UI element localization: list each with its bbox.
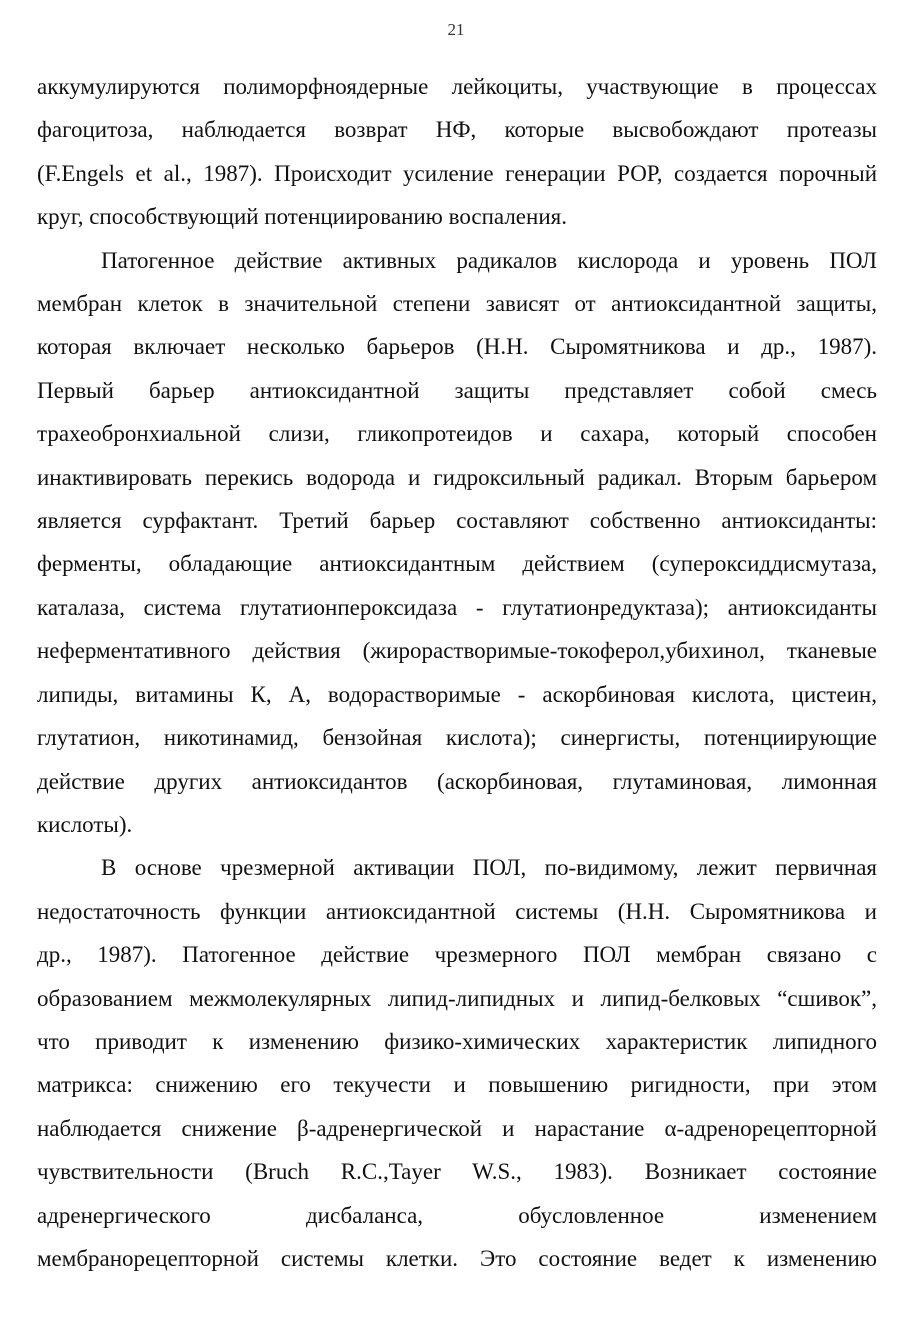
text-line: В основе чрезмерной активации ПОЛ, по-видимому, лежит первичная	[101, 855, 877, 881]
text-line: Патогенное действие активных радикалов кислорода и уровень ПОЛ	[101, 247, 877, 273]
text-line: (F.Engels et al., 1987). Происходит усиление генерации РОР, создается порочный	[37, 160, 877, 186]
page-number: 21	[447, 20, 465, 39]
text-line: чувствительности (Bruch R.C.,Tayer W.S., 1983). Возникает состояние	[37, 1159, 877, 1185]
text-line: каталаза, система глутатионпероксидаза - глутатионредуктаза); антиоксиданты	[37, 594, 877, 620]
text-line: что приводит к изменению физико-химических характеристик липидного	[37, 1028, 877, 1054]
text-line: образованием межмолекулярных липид-липидных и липид-белковых “сшивок”,	[37, 985, 877, 1011]
paragraph-1	[37, 65, 877, 239]
text-line: инактивировать перекись водорода и гидроксильный радикал. Вторым барьером	[37, 464, 877, 490]
text-line: наблюдается снижение β-адренергической и нарастание α-адренорецепторной	[37, 1115, 877, 1141]
text-line: адренергического дисбаланса, обусловленное изменением	[37, 1202, 877, 1228]
text-line: матрикса: снижению его текучести и повышению ригидности, при этом	[37, 1072, 877, 1098]
paragraph-2	[37, 239, 877, 847]
text-line: круг, способствующий потенциированию воспаления.	[37, 204, 567, 230]
text-line: действие других антиоксидантов (аскорбиновая, глутаминовая, лимонная	[37, 768, 877, 794]
text-line: является сурфактант. Третий барьер составляют собственно антиоксиданты:	[37, 508, 877, 534]
text-line: кислоты).	[37, 811, 133, 837]
text-line: др., 1987). Патогенное действие чрезмерного ПОЛ мембран связано с	[37, 942, 877, 968]
text-line: трахеобронхиальной слизи, гликопротеидов и сахара, который способен	[37, 421, 877, 447]
text-line: неферментативного действия (жирорастворимые-токоферол,убихинол, тканевые	[37, 638, 877, 664]
paragraph-3	[37, 846, 877, 1280]
text-line: мембран клеток в значительной степени зависят от антиоксидантной защиты,	[37, 291, 877, 317]
text-line: глутатион, никотинамид, бензойная кислота); синергисты, потенциирующие	[37, 725, 877, 751]
document-body	[37, 65, 877, 1280]
text-line: мембранорецепторной системы клетки. Это состояние ведет к изменению	[37, 1245, 877, 1271]
text-line: которая включает несколько барьеров (Н.Н. Сыромятникова и др., 1987).	[37, 334, 877, 360]
text-line: липиды, витамины К, А, водорастворимые - аскорбиновая кислота, цистеин,	[37, 681, 877, 707]
text-line: фагоцитоза, наблюдается возврат НФ, которые высвобождают протеазы	[37, 117, 877, 143]
text-line: Первый барьер антиоксидантной защиты представляет собой смесь	[37, 377, 877, 403]
text-line: ферменты, обладающие антиоксидантным действием (супероксиддисмутаза,	[37, 551, 877, 577]
text-line: недостаточность функции антиоксидантной системы (Н.Н. Сыромятникова и	[37, 898, 877, 924]
text-line: аккумулируются полиморфноядерные лейкоциты, участвующие в процессах	[37, 74, 877, 99]
